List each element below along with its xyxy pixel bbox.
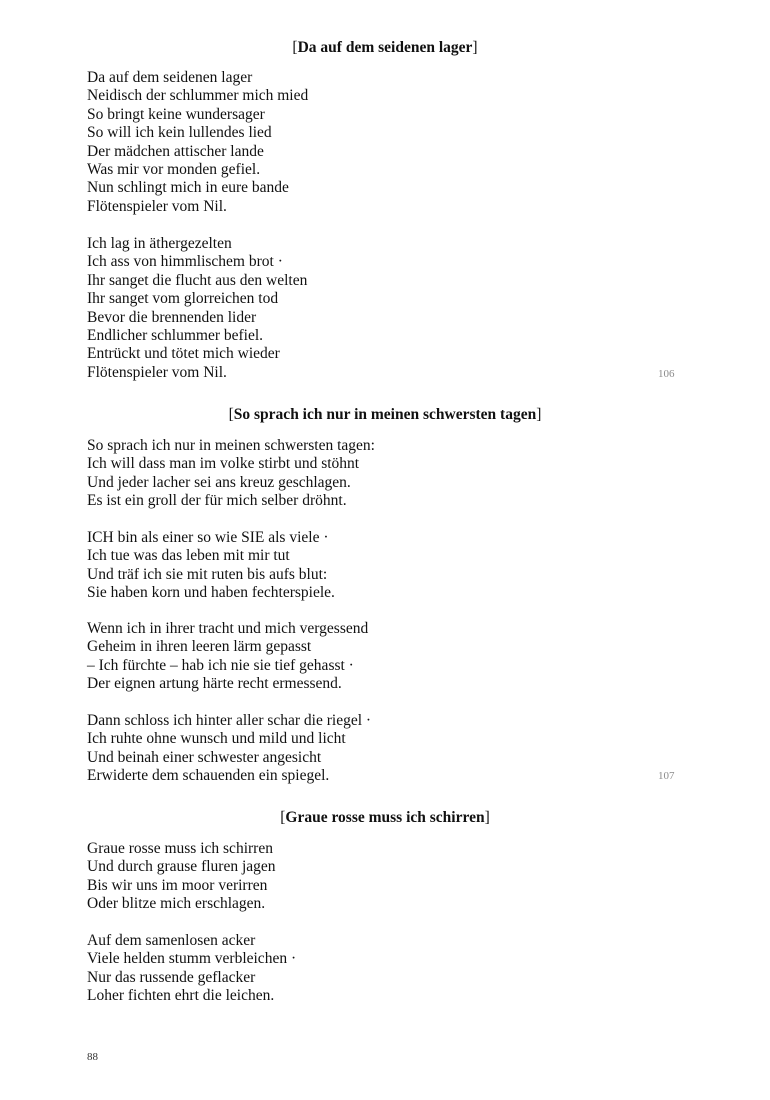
poem-line: Loher fichten ehrt die leichen. [87, 987, 275, 1005]
stanza [87, 529, 335, 603]
poem-line: Was mir vor monden gefiel. [87, 161, 261, 179]
poem-line: Oder blitze mich erschlagen. [87, 895, 266, 913]
poem-line: So bringt keine wundersager [87, 105, 265, 123]
poem-line: Viele helden stumm verbleichen · [87, 950, 297, 968]
poem-line: Neidisch der schlummer mich mied [87, 87, 309, 105]
margin-line-number: 107 [658, 770, 675, 782]
poem-line: ICH bin als einer so wie SIE als viele · [87, 529, 329, 546]
poem-line: Und jeder lacher sei ans kreuz geschlagen. [87, 473, 351, 491]
poem-line: Endlicher schlummer befiel. [87, 327, 264, 345]
poem-line: So will ich kein lullendes lied [87, 124, 272, 142]
poem-title-text: Graue rosse muss ich schirren [285, 809, 485, 826]
poem-line: Ihr sanget die flucht aus den welten [87, 271, 308, 289]
poem-line: Auf dem samenlosen acker [87, 932, 256, 949]
stanza [87, 712, 371, 786]
poem-line: Und durch grause fluren jagen [87, 858, 276, 876]
poem-line: Ich tue was das leben mit mir tut [87, 547, 290, 565]
poem-line: Da auf dem seidenen lager [87, 69, 253, 86]
stanza [87, 620, 368, 694]
stanza [87, 840, 276, 914]
poem-line: Erwiderte dem schauenden ein spiegel. [87, 767, 330, 785]
poem-line: Es ist ein groll der für mich selber dröhnt. [87, 492, 347, 510]
poem-line: Entrückt und tötet mich wieder [87, 345, 280, 363]
margin-line-number: 106 [658, 368, 675, 380]
poem-line: Ich will dass man im volke stirbt und stöhnt [87, 455, 360, 473]
page-number: 88 [87, 1051, 98, 1063]
poem-line: Ich lag in äthergezelten [87, 235, 232, 252]
poem-line: Der eignen artung härte recht ermessend. [87, 675, 342, 693]
poem-title-text: Da auf dem seidenen lager [297, 39, 473, 56]
poem-line: Flötenspieler vom Nil. [87, 363, 227, 381]
poem-line: Ihr sanget vom glorreichen tod [87, 290, 279, 308]
stanza [87, 437, 375, 511]
poem-line: Und beinah einer schwester angesicht [87, 748, 322, 766]
poem-title: [Graue rosse muss ich schirren] [280, 809, 490, 826]
poem-title-text: So sprach ich nur in meinen schwersten tagen [233, 406, 537, 423]
poem-line: Nur das russende geflacker [87, 968, 256, 986]
poem-line: Wenn ich in ihrer tracht und mich vergessend [87, 620, 369, 637]
poem-line: Nun schlingt mich in eure bande [87, 179, 289, 197]
poem-line: Dann schloss ich hinter aller schar die riegel · [87, 712, 372, 729]
poem-line: Graue rosse muss ich schirren [87, 840, 273, 857]
stanza [87, 69, 308, 216]
poem-line: Bevor die brennenden lider [87, 308, 257, 326]
poem-line: Ich ruhte ohne wunsch und mild und licht [87, 730, 346, 748]
poem-title: [So sprach ich nur in meinen schwersten tagen] [228, 406, 542, 423]
poem-line: – Ich fürchte – hab ich nie sie tief gehasst · [87, 656, 354, 674]
poem-title: [Da auf dem seidenen lager] [292, 39, 478, 56]
poem-line: So sprach ich nur in meinen schwersten tagen: [87, 437, 375, 454]
poem-line: Geheim in ihren leeren lärm gepasst [87, 638, 312, 656]
stanza [87, 932, 296, 1006]
poem-line: Ich ass von himmlischem brot · [87, 253, 283, 271]
poem-line: Sie haben korn und haben fechterspiele. [87, 584, 335, 602]
poem-line: Und träf ich sie mit ruten bis aufs blut: [87, 565, 328, 583]
poem-line: Der mädchen attischer lande [87, 142, 264, 160]
poem-line: Bis wir uns im moor verirren [87, 876, 268, 894]
stanza [87, 235, 307, 382]
poem-line: Flötenspieler vom Nil. [87, 197, 227, 215]
